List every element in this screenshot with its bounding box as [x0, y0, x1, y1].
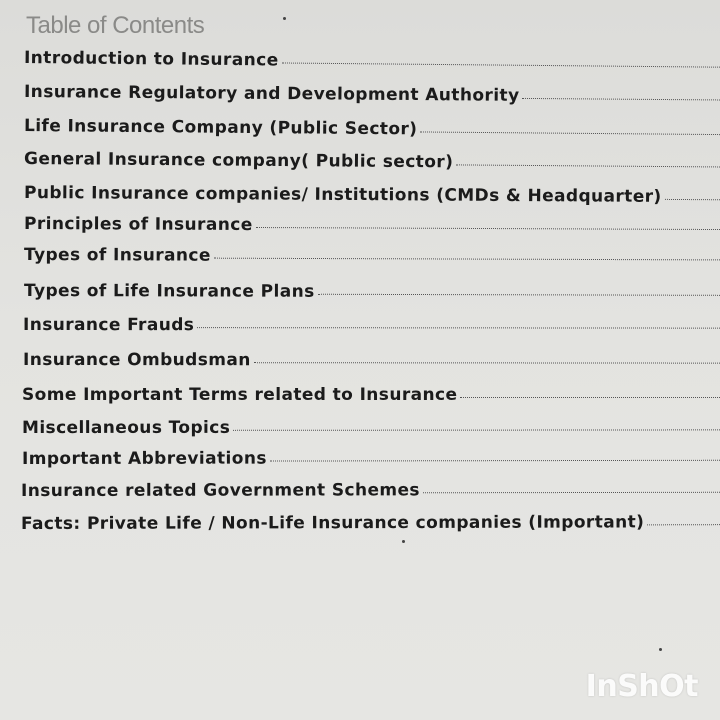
paper-speck	[402, 540, 405, 543]
toc-dot-leader	[233, 426, 720, 430]
toc-entry-title: Public Insurance companies/ Institutions (CMDs & Headquarter)	[23, 183, 662, 207]
toc-dot-leader	[214, 255, 720, 261]
toc-entry	[24, 48, 720, 75]
toc-entry-title: Insurance Ombudsman	[22, 350, 251, 371]
toc-entry	[24, 149, 720, 175]
toc-entry-title: Miscellaneous Topics	[21, 417, 231, 438]
toc-entry-title: Insurance Regulatory and Development Authority	[23, 82, 520, 106]
toc-entry	[24, 281, 720, 303]
toc-entry	[24, 245, 720, 267]
toc-entry	[24, 214, 720, 237]
toc-entry-title: Insurance Frauds	[22, 315, 195, 336]
toc-entry-title: Types of Insurance	[23, 245, 211, 266]
toc-entry	[21, 480, 720, 501]
toc-dot-leader	[256, 224, 720, 230]
paper-speck	[659, 648, 662, 651]
toc-entry-title: Life Insurance Company (Public Sector)	[23, 116, 418, 140]
toc-entry-title: Types of Life Insurance Plans	[23, 281, 315, 302]
toc-entry	[21, 512, 720, 534]
toc-entry-title: General Insurance company( Public sector)	[23, 149, 454, 173]
toc-entry-title: Facts: Private Life / Non-Life Insurance companies (Important)	[20, 512, 645, 534]
toc-dot-leader	[423, 489, 720, 494]
toc-dot-leader	[282, 59, 720, 67]
toc-dot-leader	[522, 95, 720, 101]
toc-dot-leader	[420, 128, 720, 135]
toc-dot-leader	[665, 196, 720, 200]
app-watermark: InShOt	[585, 669, 698, 704]
toc-dot-leader	[197, 324, 720, 328]
toc-entry	[22, 417, 720, 438]
toc-entry-title: Important Abbreviations	[21, 448, 267, 469]
toc-dot-leader	[647, 521, 720, 525]
toc-entry	[24, 116, 720, 142]
toc-entry-title: Some Important Terms related to Insurance	[22, 385, 458, 405]
toc-entry-title: Introduction to Insurance	[23, 48, 279, 71]
toc-heading: Table of Contents	[26, 12, 205, 39]
toc-entry-title: Principles of Insurance	[23, 214, 253, 235]
toc-dot-leader	[460, 394, 720, 398]
toc-entry-title: Insurance related Government Schemes	[20, 480, 420, 501]
paper-speck	[283, 17, 286, 20]
toc-entry	[22, 448, 720, 469]
toc-entry	[23, 315, 720, 336]
toc-dot-leader	[456, 161, 720, 167]
toc-entry	[24, 183, 720, 207]
toc-dot-leader	[254, 359, 720, 363]
toc-dot-leader	[270, 457, 720, 462]
toc-entry	[22, 385, 720, 405]
toc-entry	[24, 82, 720, 108]
toc-entry	[23, 350, 720, 371]
toc-dot-leader	[318, 291, 720, 296]
